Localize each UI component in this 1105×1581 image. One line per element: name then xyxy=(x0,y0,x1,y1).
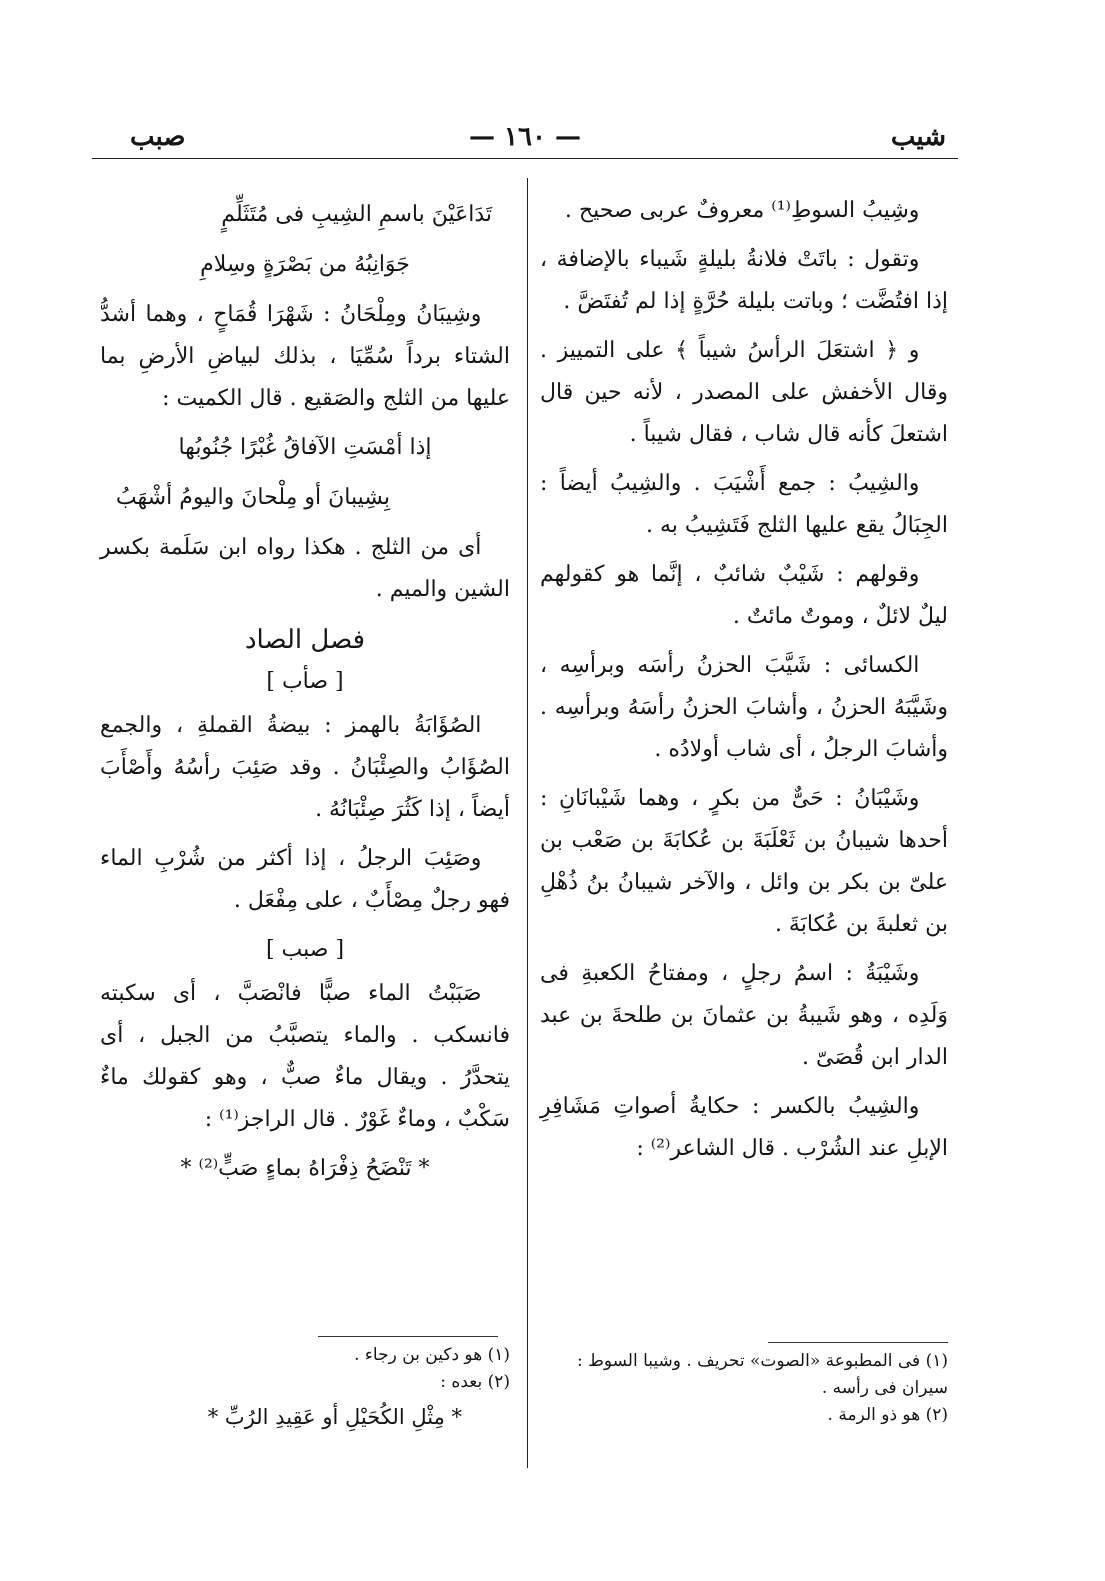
paragraph: وقولهم : شَيْبٌ شائبٌ ، إنَّما هو كقولهم ليلٌ لائلٌ ، وموتٌ مائتٌ . xyxy=(540,562,948,629)
section-title: فصل الصاد xyxy=(244,625,366,655)
paragraph: صَبَبْتُ الماء صبًّا فانْصَبَّ ، أى سكبته فانسكب . والماء يتصبَّبُ من الجبل ، أى يتحدَّرُ . ويقال ماءٌ صبٌّ ، وهو كقولك ماءٌ سَكْبٌ ، وماءٌ غَوْرٌ . قال الراجز⁽¹⁾ : xyxy=(100,981,510,1132)
running-header xyxy=(92,122,958,158)
paragraph: أى من الثلج . هكذا رواه ابن سَلَمة بكسر الشين والميم . xyxy=(100,535,510,602)
column-divider xyxy=(527,178,528,1468)
footnote-rule xyxy=(318,1336,498,1337)
verse-line: * تَنْضَحُ ذِفْرَاهُ بماءٍ صَبٍّ⁽²⁾ * xyxy=(180,1156,430,1181)
header-rule xyxy=(92,158,958,159)
left-column xyxy=(100,190,510,1198)
footnote: (١) فى المطبوعة «الصوت» تحريف . وشيبا السوط : سيران فى رأسه . xyxy=(576,1351,948,1398)
root-heading: [ صأب ] xyxy=(266,669,344,694)
left-footnotes xyxy=(100,1342,510,1431)
paragraph: والشِيبُ : جمع أَشْيَبَ . والشِيبُ أيضاً : الجِبَالُ يقع عليها الثلج فَتَشِيبُ به . xyxy=(540,471,948,538)
paragraph: و ﴿ اشتعَلَ الرأسُ شيباً ﴾ على التمييز . وقال الأخفش على المصدر ، لأنه حين قال اشتعلَ كأنه قال شاب ، فقال شيباً . xyxy=(540,338,948,447)
paragraph: وتقول : باتَتْ فلانةُ بليلةٍ شَيباء بالإضافة ، إذا افتُضَّت ؛ وباتت بليلة حُرَّةٍ إذا لم تُفتَضَّ . xyxy=(540,247,948,314)
verse-line: تَدَاعَيْنَ باسمِ الشِيبِ فى مُتَثَلِّمٍ xyxy=(221,202,492,227)
paragraph: والشِيبُ بالكسر : حكايةُ أصواتِ مَشَافِرِ الإبلِ عند الشُرْب . قال الشاعر⁽²⁾ : xyxy=(540,1094,948,1161)
paragraph: وشِيبَانُ ومِلْحَانُ : شَهْرَا قُمَاحٍ ، وهما أشدُّ الشتاء برداً سُمِّيَا ، بذلك لبياضِ الأرضِ بما عليها من الثلج والصَقيع . قال الكميت : xyxy=(100,302,510,411)
footnote-verse: * مِثْلِ الكُحَيْلِ أو عَقِيدِ الرُبِّ * xyxy=(207,1405,462,1429)
right-footnotes xyxy=(540,1348,948,1429)
footnote: (٢) هو ذو الرمة . xyxy=(827,1405,948,1425)
paragraph: الكسائى : شَيَّبَ الحزنُ رأسَه وبرأسِه ، وشَيَّبَهُ الحزنُ ، وأشابَ الحزنُ رأسَهُ وبرأسِه . وأشابَ الرجلُ ، أى شاب أولادُه . xyxy=(540,653,948,762)
paragraph: وشَيْبَانُ : حَىٌّ من بكرٍ ، وهما شَيْبانَانِ : أحدها شيبانُ بن ثَعْلَبَةَ بن عُكابَةَ بن صَعْب بن علىّ بن بكر بن وائل ، والآخر شيبانُ بنُ ذُهْلِ بن ثعلبةَ بن عُكابَةَ . xyxy=(540,786,948,937)
verse-line: بِشِيبانَ أو مِلْحانَ واليومُ أشْهَبُ xyxy=(115,485,390,510)
header-left-word: صبب xyxy=(130,122,186,152)
footnote-rule xyxy=(768,1342,948,1343)
footnote: (٢) بعده : xyxy=(440,1372,510,1392)
footnote: (١) هو دكين بن رجاء . xyxy=(354,1345,510,1365)
paragraph: الصُؤَابَةُ بالهمز : بيضةُ القملةِ ، والجمع الصُؤَابُ والصِئْبَانُ . وقد صَئِبَ رأسُهُ وأَصْأَبَ أيضاً ، إذا كَثُرَ صِئْبَانُهُ . xyxy=(100,713,510,822)
verse-line: إذا أمْسَتِ الآفاقُ غُبْرًا جُنُوبُها xyxy=(178,435,432,460)
paragraph: وصَئِبَ الرجلُ ، إذا أكثر من شُرْبِ الماء فهو رجلٌ مِصْأَبٌ ، على مِفْعَل . xyxy=(100,846,510,913)
paragraph: وشِيبُ السوطِ⁽¹⁾ معروفٌ عربى صحيح . xyxy=(564,198,920,223)
header-right-word: شيب xyxy=(890,122,946,152)
right-column xyxy=(540,190,948,1177)
root-heading: [ صبب ] xyxy=(265,937,345,962)
page-number: — ١٦٠ — xyxy=(468,122,582,152)
paragraph: وشَيْبَةُ : اسمُ رجلٍ ، ومفتاحُ الكعبةِ فى وَلَدِه ، وهو شَيبةُ بن عثمانَ بن طلحةَ بن عبد الدار ابن قُصَىّ . xyxy=(540,961,948,1070)
verse-line: جَوَانِبُهُ من بَصْرَةٍ وسِلامِ xyxy=(200,252,410,277)
